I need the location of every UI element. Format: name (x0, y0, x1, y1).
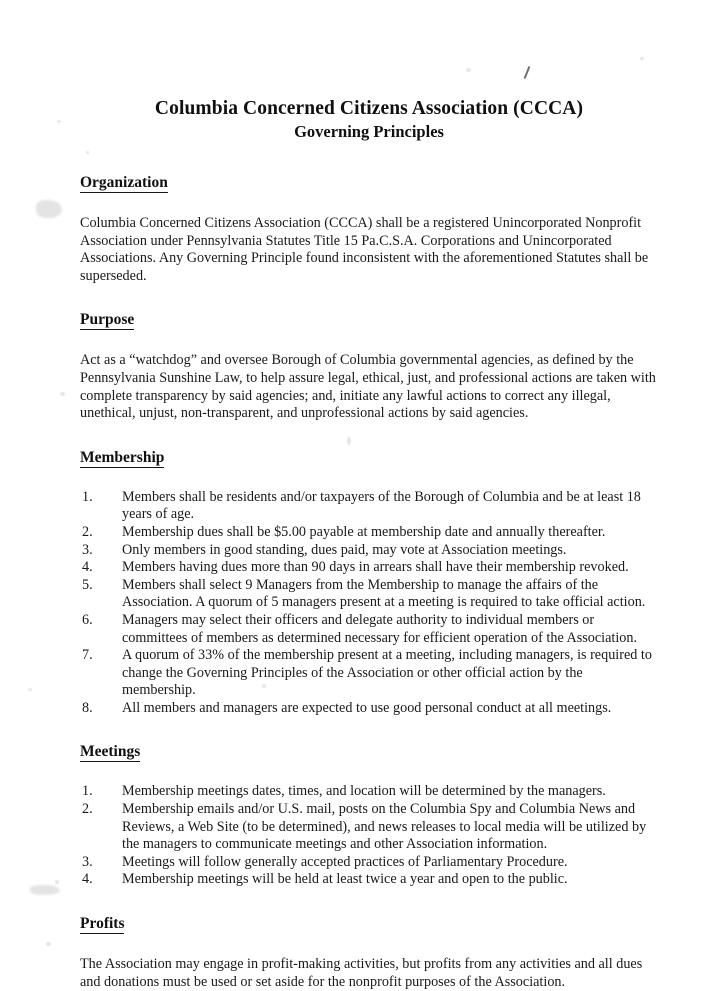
list-item-number: 3. (82, 853, 93, 870)
section-purpose-heading-row (80, 311, 658, 330)
scan-artifact-speck (55, 880, 59, 884)
scan-artifact-speck (60, 392, 65, 396)
list-item (80, 700, 658, 718)
list-item-number: 4. (82, 559, 93, 576)
list-item (80, 524, 658, 542)
list-item-text: Membership emails and/or U.S. mail, posts on the Columbia Spy and Columbia News and Reviews, a Web Site (to be determined), and news releases to local media will be utilized by the managers to communicate meetings and other Association information. (122, 801, 647, 853)
section-profits-heading-row (80, 915, 658, 934)
list-item (80, 854, 658, 872)
section-organization-heading-row (80, 174, 658, 193)
list-item (80, 612, 658, 647)
section-purpose-body: Act as a “watchdog” and oversee Borough of Columbia governmental agencies, as defined by the Pennsylvania Sunshine Law, to help assure legal, ethical, just, and professional actions are taken with complete transparency by said agencies; and, initiate any lawful actions to correct any illegal, unethical, unjust, non-transparent, and unprofessional actions by said agencies. (80, 352, 656, 422)
list-item (80, 577, 658, 612)
list-item (80, 647, 658, 700)
list-item-text: Membership meetings will be held at least twice a year and open to the public. (122, 871, 568, 888)
document-title: Columbia Concerned Citizens Association (CCCA) (154, 98, 584, 119)
list-item-text: Members shall be residents and/or taxpayers of the Borough of Columbia and be at least 18 years of age. (122, 488, 641, 523)
section-membership-heading-row (80, 449, 658, 468)
list-item (80, 801, 658, 854)
section-heading-meetings: Meetings (80, 743, 141, 761)
list-item-text: Meetings will follow generally accepted practices of Parliamentary Procedure. (122, 853, 568, 870)
section-profits-body: The Association may engage in profit-making activities, but profits from any activities and all dues and donations must be used or set aside for the nonprofit purposes of the Association. (80, 956, 643, 990)
list-item-number: 4. (82, 871, 93, 888)
list-item (80, 871, 658, 889)
list-item-number: 6. (82, 611, 93, 628)
scan-artifact-smudge (30, 885, 60, 895)
scan-artifact-speck (28, 688, 32, 691)
list-item-text: Membership meetings dates, times, and location will be determined by the managers. (122, 783, 606, 800)
list-item (80, 542, 658, 560)
document-body (80, 0, 658, 991)
list-item-number: 1. (82, 488, 93, 505)
section-heading-profits: Profits (80, 915, 125, 933)
membership-list (80, 489, 658, 718)
section-heading-organization: Organization (80, 174, 168, 191)
list-item-number: 8. (82, 699, 93, 716)
scan-artifact-speck (57, 120, 61, 123)
list-item (80, 783, 658, 801)
list-item-number: 1. (82, 783, 93, 800)
list-item-text: Membership dues shall be $5.00 payable at membership date and annually thereafter. (122, 523, 606, 540)
list-item-number: 2. (82, 523, 93, 540)
list-item-text: Only members in good standing, dues paid, may vote at Association meetings. (122, 541, 567, 558)
list-item-text: A quorum of 33% of the membership present at a meeting, including managers, is required to change the Governing Principles of the Association or other official action by the membership. (122, 647, 652, 699)
scan-artifact-speck (46, 942, 51, 946)
section-heading-purpose: Purpose (80, 311, 135, 329)
meetings-list (80, 783, 658, 889)
list-item-text: All members and managers are expected to use good personal conduct at all meetings. (122, 699, 612, 716)
section-meetings-heading-row (80, 743, 658, 762)
section-organization-body: Columbia Concerned Citizens Association (CCCA) shall be a registered Unincorporated Nonprofit Association under Pennsylvania Statutes Title 15 Pa.C.S.A. Corporations and Unincorporated Associations. Any Governing Principle found inconsistent with the aforementioned Statutes shall be superseded. (80, 215, 649, 284)
document-subtitle: Governing Principles (294, 122, 444, 141)
section-heading-membership: Membership (80, 448, 165, 466)
list-item-number: 2. (82, 801, 93, 818)
list-item-text: Members shall select 9 Managers from the Membership to manage the affairs of the Association. A quorum of 5 managers present at a meeting is required to take official action. (122, 576, 646, 611)
list-item (80, 489, 658, 524)
list-item-text: Managers may select their officers and delegate authority to individual members or committees of members as determined necessary for efficient operation of the Association. (122, 611, 638, 646)
list-item (80, 559, 658, 577)
list-item-number: 7. (82, 647, 93, 664)
list-item-number: 3. (82, 541, 93, 558)
list-item-number: 5. (82, 576, 93, 593)
scan-artifact-smudge (36, 200, 62, 218)
list-item-text: Members having dues more than 90 days in arrears shall have their membership revoked. (122, 559, 629, 576)
